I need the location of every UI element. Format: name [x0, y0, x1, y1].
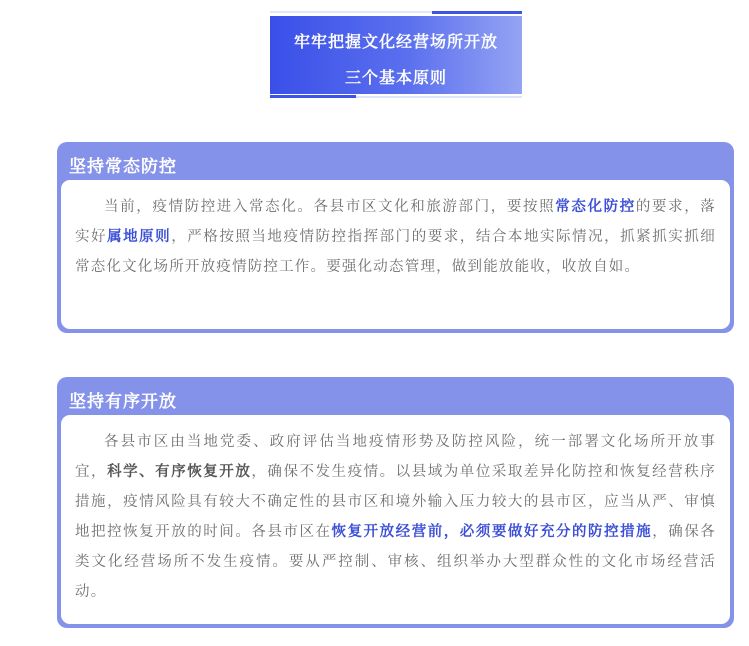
- banner-title-line2: 三个基本原则: [344, 68, 447, 87]
- paragraph-text: ，确保各类文化经营场所不发生疫情。要从严控制、审核、组织举办大型群众性的文化市场经营活动。: [75, 524, 717, 600]
- section-paragraph: [75, 192, 716, 282]
- banner-box: [270, 16, 522, 94]
- highlight-text: 恢复开放经营前，必须要做好充分的防控措施: [331, 524, 653, 540]
- section-body: [61, 180, 730, 329]
- section-paragraph: [75, 427, 716, 607]
- banner-bottom-rule: [270, 96, 522, 98]
- paragraph-text: ，确保不发生疫情。以县域为单位采取差异化防控和恢复经营秩序措施，疫情风险具有较大不确定性的县市区和境外输入压力较大的县市区，应当从严、审慎地把控恢复开放的时间。各县市区在: [75, 464, 716, 540]
- section-title: 坚持常态防控: [69, 157, 177, 177]
- header-banner: [270, 11, 522, 99]
- section-title: 坚持有序开放: [69, 392, 177, 412]
- paragraph-text: 的要求，落实好: [75, 199, 717, 245]
- bold-text: 科学、有序恢复开放: [107, 464, 252, 480]
- section-card-2: [57, 377, 734, 628]
- banner-top-rule: [270, 11, 522, 13]
- banner-top-accent: [432, 11, 522, 14]
- banner-title-line1: 牢牢把握文化经营场所开放: [293, 32, 498, 51]
- section-body: [61, 415, 730, 624]
- paragraph-text: ，严格按照当地疫情防控指挥部门的要求，结合本地实际情况，抓紧抓实抓细常态化文化场所开放疫情防控工作。要强化动态管理，做到能放能收，收放自如。: [75, 229, 717, 275]
- highlight-text: 常态化防控: [555, 199, 636, 215]
- paragraph-text: 各县市区由当地党委、政府评估当地疫情形势及防控风险，统一部署文化场所开放事宜，: [75, 434, 716, 480]
- paragraph-text: 当前，疫情防控进入常态化。各县市区文化和旅游部门，要按照: [104, 199, 556, 215]
- highlight-text: 属地原则: [107, 229, 172, 245]
- section-card-1: [57, 142, 734, 333]
- banner-bottom-accent: [270, 95, 356, 98]
